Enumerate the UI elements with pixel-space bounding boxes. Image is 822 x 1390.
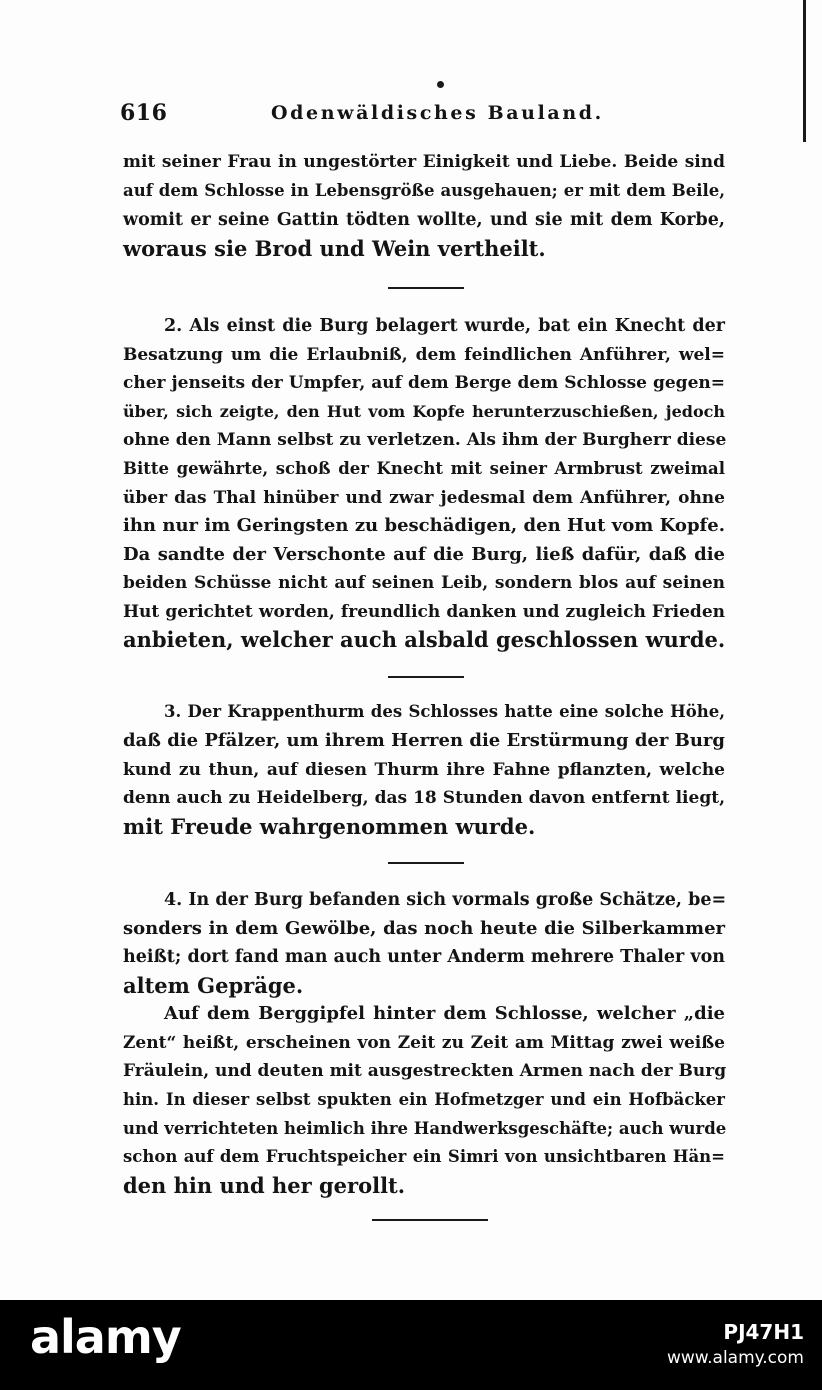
page-number: 616: [120, 100, 168, 126]
text-line: ihn nur im Geringsten zu beschädigen, den Hut vom Kopfe.: [123, 515, 725, 536]
text-line: Hut gerichtet worden, freundlich danken und zugleich Frieden: [123, 602, 725, 622]
image-id: PJ47H1: [723, 1320, 804, 1344]
text-line: daß die Pfälzer, um ihrem Herren die Erstürmung der Burg: [123, 730, 725, 751]
margin-rule: [803, 0, 806, 142]
brand-logo: alamy: [30, 1310, 181, 1364]
text-line: und verrichteten heimlich ihre Handwerksgeschäfte; auch wurde: [123, 1119, 727, 1138]
text-line: mit Freude wahrgenommen wurde.: [123, 814, 536, 839]
text-line: heißt; dort fand man auch unter Anderm mehrere Thaler von: [123, 947, 725, 967]
text-line: ohne den Mann selbst zu verletzen. Als ihm der Burgherr diese: [123, 430, 727, 450]
text-line: 3. Der Krappenthurm des Schlosses hatte eine solche Höhe,: [164, 702, 725, 721]
text-line: Bitte gewährte, schoß der Knecht mit seiner Armbrust zweimal: [123, 459, 725, 478]
running-head: Odenwäldisches Bauland.: [271, 102, 604, 124]
text-line: mit seiner Frau in ungestörter Einigkeit und Liebe. Beide sind: [123, 152, 725, 172]
text-line: Fräulein, und deuten mit ausgestreckten Armen nach der Burg: [123, 1061, 727, 1081]
page-header: [120, 100, 680, 134]
text-line: Da sandte der Verschonte auf die Burg, ließ dafür, daß die: [123, 544, 725, 565]
text-line: schon auf dem Fruchtspeicher ein Simri von unsichtbaren Hän=: [123, 1147, 725, 1166]
text-line: beiden Schüsse nicht auf seinen Leib, sondern blos auf seinen: [123, 573, 725, 593]
end-rule: [372, 1219, 488, 1221]
text-line: Besatzung um die Erlaubniß, dem feindlichen Anführer, wel=: [123, 345, 725, 365]
text-line: altem Gepräge.: [123, 973, 304, 998]
site-url: www.alamy.com: [666, 1348, 804, 1368]
text-line: woraus sie Brod und Wein vertheilt.: [123, 236, 546, 261]
text-line: kund zu thun, auf diesen Thurm ihre Fahne pflanzten, welche: [123, 760, 725, 780]
text-line: Auf dem Berggipfel hinter dem Schlosse, welcher „die: [164, 1003, 725, 1024]
text-line: auf dem Schlosse in Lebensgröße ausgehauen; er mit dem Beile,: [123, 181, 725, 200]
text-line: sonders in dem Gewölbe, das noch heute die Silberkammer: [123, 918, 725, 939]
text-line: Zent“ heißt, erscheinen von Zeit zu Zeit am Mittag zwei weiße: [123, 1033, 725, 1053]
section-divider: [388, 287, 464, 289]
ink-dot: [437, 81, 444, 88]
text-line: 4. In der Burg befanden sich vormals große Schätze, be=: [164, 890, 727, 910]
watermark-bar: [0, 1300, 822, 1390]
text-line: anbieten, welcher auch alsbald geschlossen wurde.: [123, 627, 726, 652]
text-line: 2. Als einst die Burg belagert wurde, bat ein Knecht der: [164, 316, 725, 336]
text-line: über, sich zeigte, den Hut vom Kopfe herunterzuschießen, jedoch: [123, 402, 725, 421]
text-line: hin. In dieser selbst spukten ein Hofmetzger und ein Hofbäcker: [123, 1090, 725, 1109]
text-line: über das Thal hinüber und zwar jedesmal dem Anführer, ohne: [123, 488, 725, 508]
section-divider: [388, 676, 464, 678]
text-line: womit er seine Gattin tödten wollte, und sie mit dem Korbe,: [123, 210, 725, 230]
text-line: den hin und her gerollt.: [123, 1173, 406, 1198]
text-line: cher jenseits der Umpfer, auf dem Berge dem Schlosse gegen=: [123, 373, 725, 393]
text-line: denn auch zu Heidelberg, das 18 Stunden davon entfernt liegt,: [123, 788, 725, 808]
section-divider: [388, 862, 464, 864]
